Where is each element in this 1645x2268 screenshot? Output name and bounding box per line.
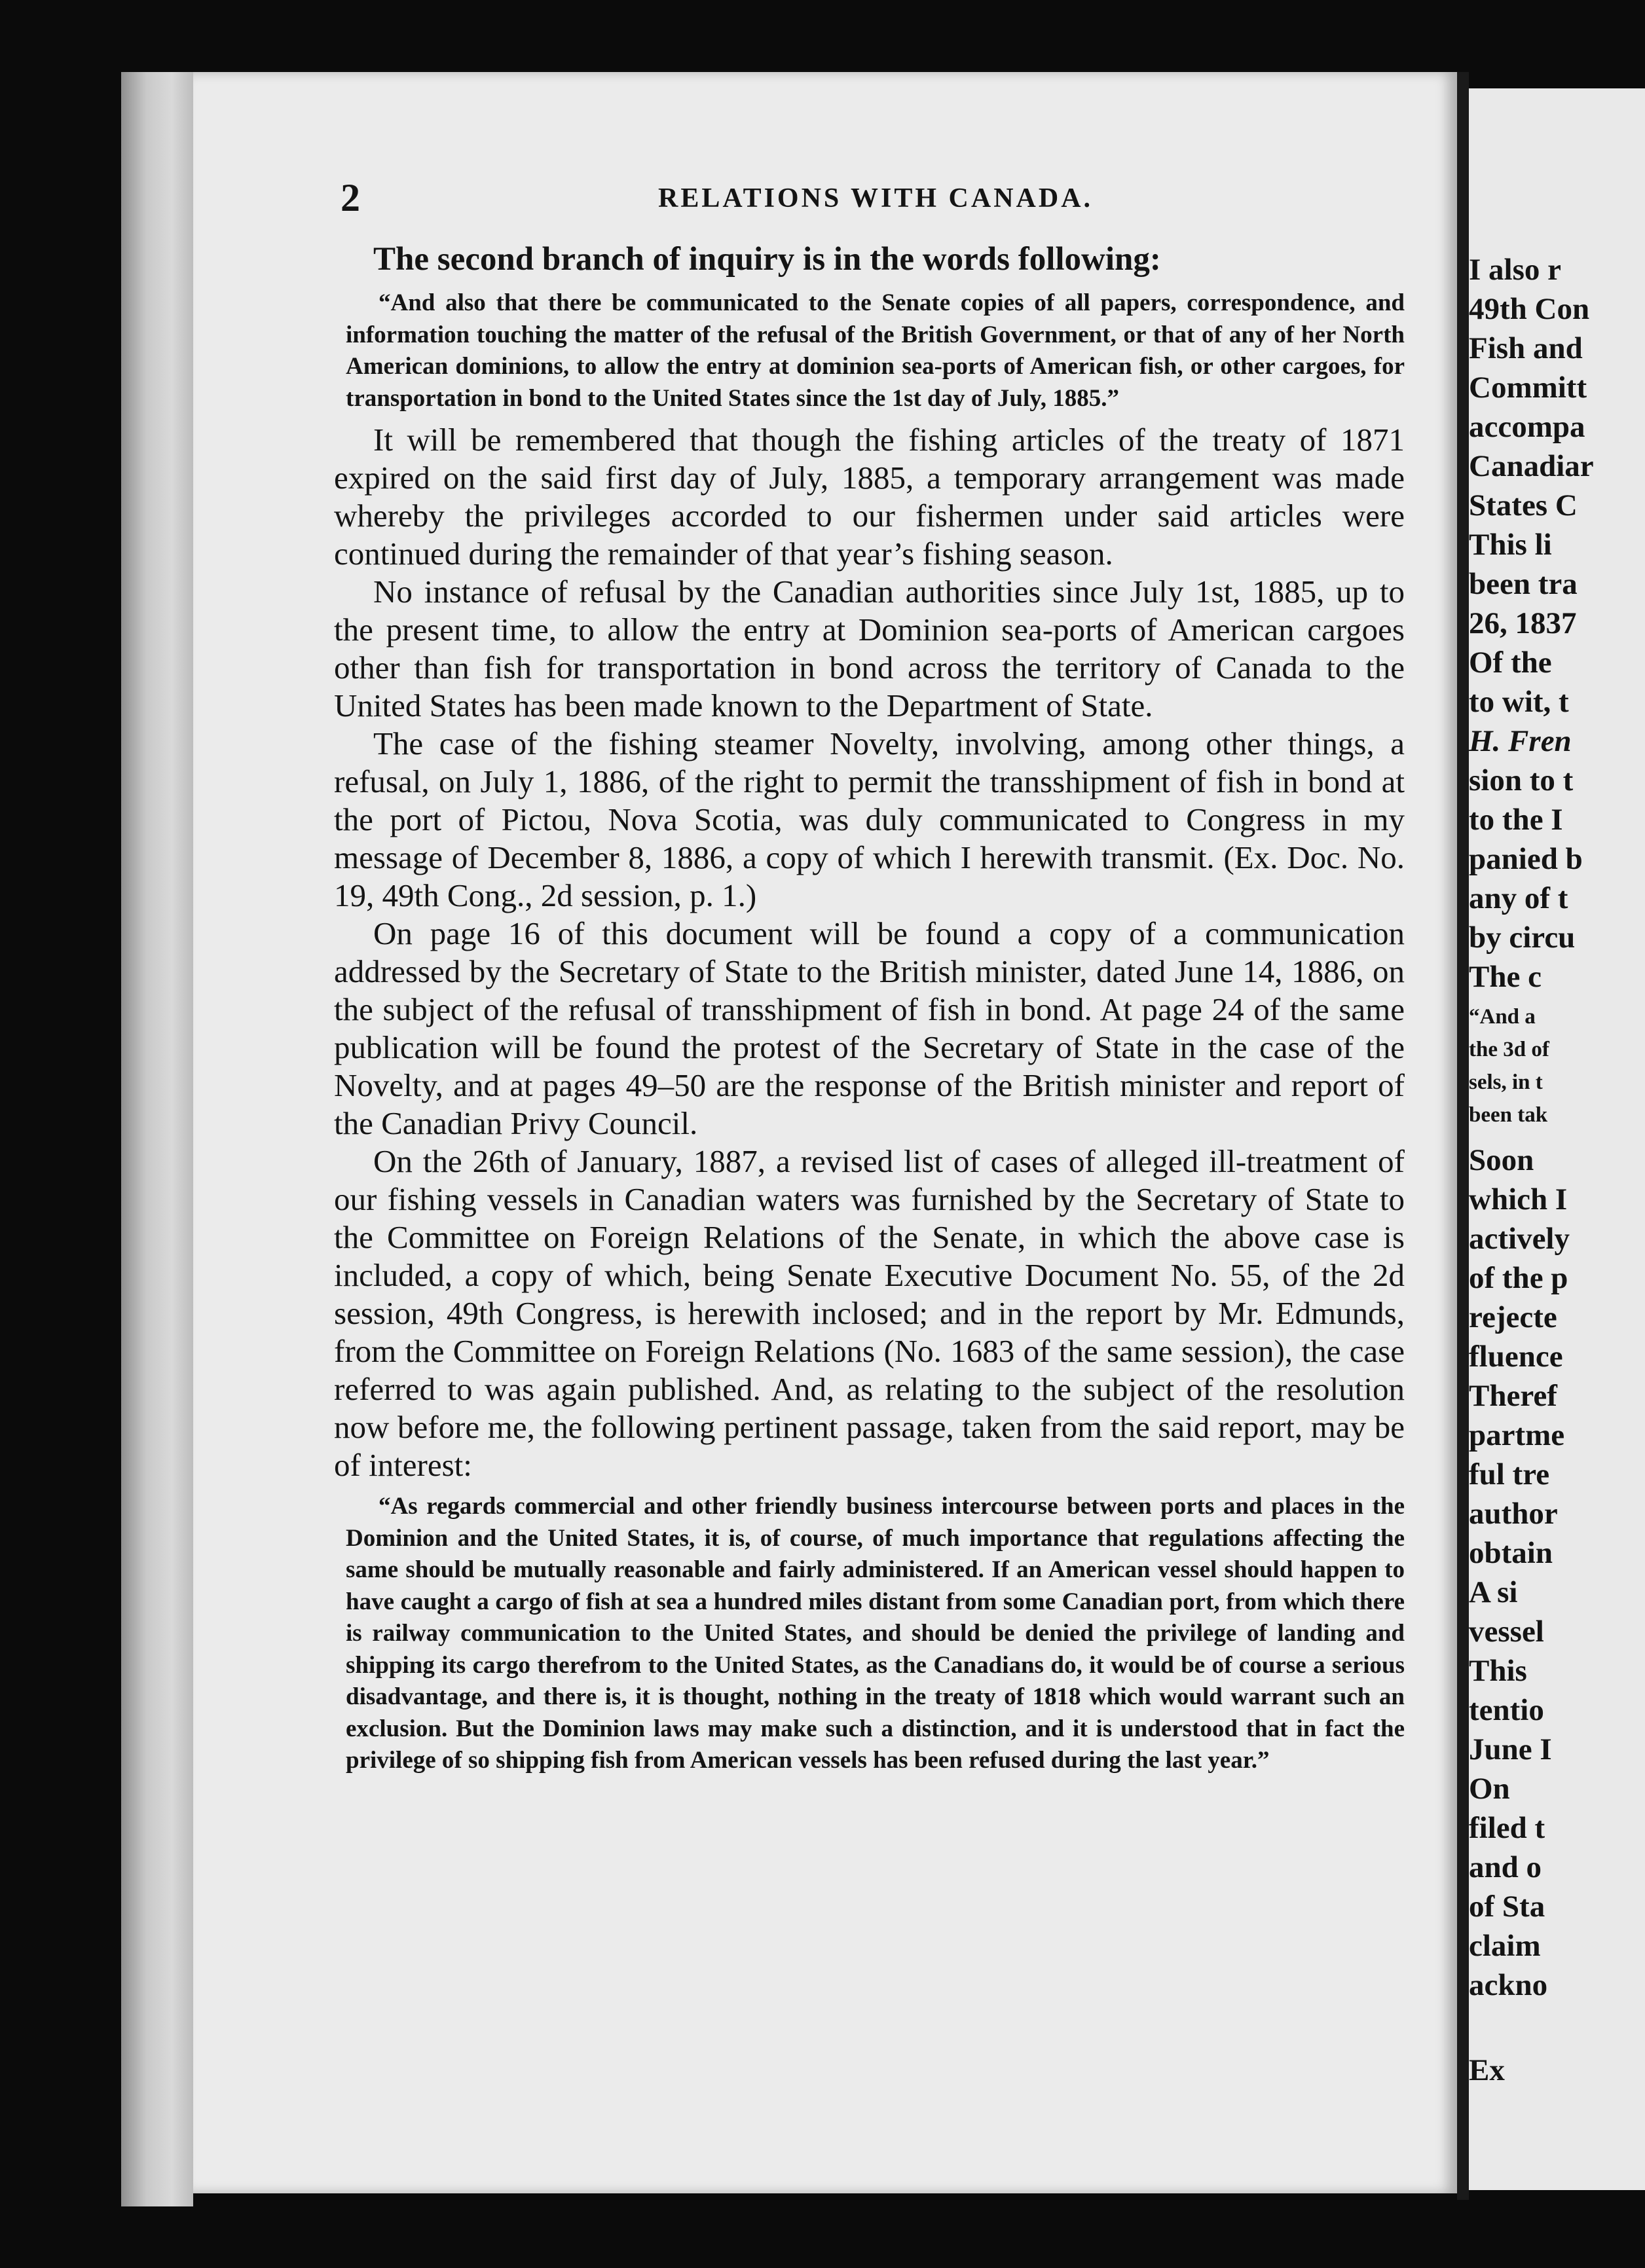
fragment-line: any of t [1469,881,1568,915]
fragment-line: A si [1469,1575,1518,1609]
fragment-line: filed t [1469,1811,1545,1845]
fragment-line: The c [1469,960,1542,994]
fragment-line: author [1469,1497,1558,1531]
fragment-line: 26, 1837 [1469,606,1577,640]
senate-resolution-quote: “And also that there be communicated to the Senate copies of all papers, correspondence, and information touching the matter of the refusal of the British Government, or that of any of her North American dominions, to allow the entry at dominion sea-ports of American fish, or other cargoes, for transportation in bond to the United States since the 1st day of July, 1885.” [346,289,1405,412]
page-gutter [1457,72,1469,2200]
page-body [334,239,1405,1783]
fragment-line: sels, in t [1469,1070,1543,1094]
fragment-line: sion to t [1469,763,1574,797]
fragment-line: Theref [1469,1379,1557,1413]
fragment-line: Canadiar [1469,449,1594,483]
fragment-line: vessel [1469,1615,1544,1649]
fragment-line: to the I [1469,803,1563,837]
fragment-line: This li [1469,528,1552,562]
paragraph-page-16: On page 16 of this document will be found a copy of a communication addressed by the Secretary of State to the British minister, dated June 14, 1886, on the subject of the refusal of transshipment of fish in bond. At page 24 of the same publication will be found the protest of the Secretary of State in the case of the Novelty, and at pages 49–50 are the response of the British minister and report of the Canadian Privy Council. [334,915,1405,1141]
fragment-line: which I [1469,1182,1568,1216]
fragment-line: actively [1469,1222,1570,1256]
fragment-line: accompa [1469,410,1585,444]
fragment-line: claim [1469,1929,1541,1963]
fragment-line: tentio [1469,1693,1544,1727]
fragment-line: Of the [1469,646,1552,680]
fragment-line: and o [1469,1850,1542,1884]
fragment-line: by circu [1469,921,1576,955]
fragment-line: ful tre [1469,1457,1550,1491]
paragraph-january-1887: On the 26th of January, 1887, a revised list of cases of alleged ill-treatment of our fishing vessels in Canadian waters was furnished by the Secretary of State to the Committee on Foreign Relations of the Senate, in which the above case is included, a copy of which, being Senate Executive Document No. 55, of the 2d session, 49th Congress, is herewith inclosed; and in the report by Mr. Edmunds, from the Committee on Foreign Relations (No. 1683 of the same session), the case referred to was again published. And, as relating to the subject of the resolution now before me, the following pertinent passage, taken from the said report, may be of interest: [334,1143,1405,1483]
fragment-line: ackno [1469,1968,1548,2002]
fragment-line: June I [1469,1732,1552,1766]
book-spine-edge [121,72,193,2206]
fragment-line: I also r [1469,253,1561,287]
fragment-line: been tak [1469,1103,1548,1127]
fragment-line: States C [1469,488,1578,522]
fragment-line: Fish and [1469,331,1583,365]
fragment-line: of Sta [1469,1890,1545,1924]
paragraph-no-refusal: No instance of refusal by the Canadian authorities since July 1st, 1885, up to the present time, to allow the entry at Dominion sea-ports of American cargoes other than fish for transportation in bond across the territory of Canada to the United States has been made known to the Department of State. [334,574,1405,723]
fragment-line: rejecte [1469,1300,1557,1334]
running-head: RELATIONS WITH CANADA. [658,183,1094,213]
fragment-line: 49th Con [1469,292,1590,326]
fragment-line: On [1469,1772,1510,1806]
fragment-line: This [1469,1654,1527,1688]
edmunds-report-quote: “As regards commercial and other friendly business intercourse between ports and places in the Dominion and the United States, it is, of course, of much importance that regulations affecting the same should be mutually reasonable and fairly administered. If an American vessel should happen to have caught a cargo of fish at sea a hundred miles distant from some Canadian port, from which there is railway communication to the United States, and should be denied the privilege of landing and shipping its cargo therefrom to the United States, as the Canadians do, it would be of course a serious disadvantage, and there is, it is thought, nothing in the treaty of 1818 which would warrant such an exclusion. But the Dominion laws may make such a distinction, and it is understood that in fact the privilege of so shipping fish from American vessels has been refused during the last year.” [346,1493,1405,1774]
fragment-line: panied b [1469,842,1583,876]
fragment-line: been tra [1469,567,1578,601]
fragment-line: obtain [1469,1536,1553,1570]
fragment-line: fluence [1469,1340,1563,1374]
fragment-line: Committ [1469,371,1587,405]
left-page [193,72,1457,2193]
adjacent-page-fragment [1469,88,1645,2190]
fragment-line: partme [1469,1418,1565,1452]
fragment-line: of the p [1469,1261,1568,1295]
paragraph-treaty-1871: It will be remembered that though the fishing articles of the treaty of 1871 expired on the said first day of July, 1885, a temporary arrangement was made whereby the privileges accorded to our fishermen under said articles were continued during the remainder of that year’s fishing season. [334,422,1405,572]
fragment-line: H. Fren [1469,724,1572,758]
page-number: 2 [341,176,360,219]
fragment-line: to wit, t [1469,685,1569,719]
paragraph-novelty-case: The case of the fishing steamer Novelty, involving, among other things, a refusal, on July 1, 1886, of the right to permit the transshipment of fish in bond at the port of Pictou, Nova Scotia, was duly communicated to Congress in my message of December 8, 1886, a copy of which I herewith transmit. (Ex. Doc. No. 19, 49th Cong., 2d session, p. 1.) [334,725,1405,913]
fragment-line: Soon [1469,1143,1534,1177]
fragment-line: the 3d of [1469,1038,1549,1061]
fragment-line: “And a [1469,1005,1536,1029]
section-intro: The second branch of inquiry is in the words following: [373,241,1161,278]
fragment-line: Ex [1469,2053,1505,2087]
